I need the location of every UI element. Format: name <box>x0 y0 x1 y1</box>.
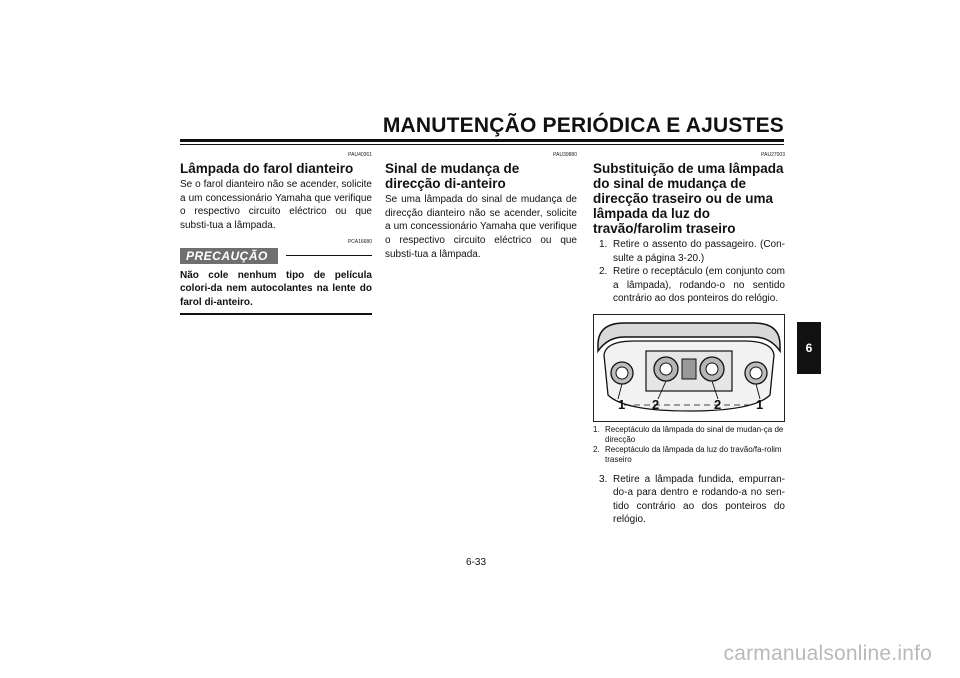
caution-code: PCA16680 <box>347 238 372 245</box>
section-code: PAU40361 <box>348 152 372 158</box>
steps-list-continued <box>593 473 785 527</box>
section-heading: Sinal de mudança de direcção di-anteiro <box>385 161 520 191</box>
header-rule-thin <box>180 144 784 145</box>
steps-list <box>593 238 785 306</box>
figure-label: 1 <box>618 396 626 412</box>
caption-item: 2. Receptáculo da lâmpada da luz do travão/fa-rolim traseiro <box>593 444 782 464</box>
section-heading: Substituição de uma lâmpada do sinal de mudança de direcção traseiro ou de uma lâmpada da luz do travão/farolim traseiro <box>593 161 784 236</box>
figure-label: 2 <box>714 396 722 412</box>
header-rule <box>180 139 784 142</box>
caption-item: 1. Receptáculo da lâmpada do sinal de mudan-ça de direcção <box>593 424 784 444</box>
figure-label: 1 <box>756 396 764 412</box>
section-code: PAU27003 <box>761 152 785 158</box>
list-item: 3. Retire a lâmpada fundida, empurran-do-a para dentro e rodando-a no sen-tido contrário ao dos ponteiros do relógio. <box>599 473 785 525</box>
caution-text: Não cole nenhum tipo de película colori-da nem autocolantes na lente do farol di-anteiro. <box>180 269 372 308</box>
caution-bottom-rule <box>180 313 372 315</box>
page-number: 6-33 <box>466 557 487 568</box>
watermark: carmanualsonline.info <box>723 642 932 665</box>
caution-badge: PRECAUÇÃO <box>180 248 278 264</box>
column-front-turn-signal <box>385 152 577 262</box>
caution-rule <box>286 255 372 256</box>
section-body: Se o farol dianteiro não se acender, solicite a um concessionário Yamaha que verifique o respectivo circuito eléctrico ou que substi-tua a lâmpada. <box>180 179 372 232</box>
page-title: MANUTENÇÃO PERIÓDICA E AJUSTES <box>382 114 784 137</box>
section-code: PAU39880 <box>553 152 577 158</box>
figure-captions <box>593 425 785 465</box>
list-item: 2. Retire o receptáculo (em conjunto com a lâmpada), rodando-o no sentido contrário ao dos ponteiros do relógio. <box>599 266 785 304</box>
column-rear-bulb <box>593 152 785 527</box>
section-body: Se uma lâmpada do sinal de mudança de direcção dianteiro não se acender, solicite a um concessionário Yamaha que verifique o respectivo circuito eléctrico ou que substi-tua a lâmpada. <box>385 194 577 260</box>
chapter-tab: 6 <box>797 322 821 374</box>
caution-header <box>180 248 372 264</box>
list-item: 1. Retire o assento do passageiro. (Con-sulte a página 3-20.) <box>599 239 785 264</box>
rear-light-illustration <box>593 314 785 422</box>
figure-label: 2 <box>652 396 660 412</box>
column-headlight <box>180 152 372 315</box>
section-heading: Lâmpada do farol dianteiro <box>180 161 354 176</box>
